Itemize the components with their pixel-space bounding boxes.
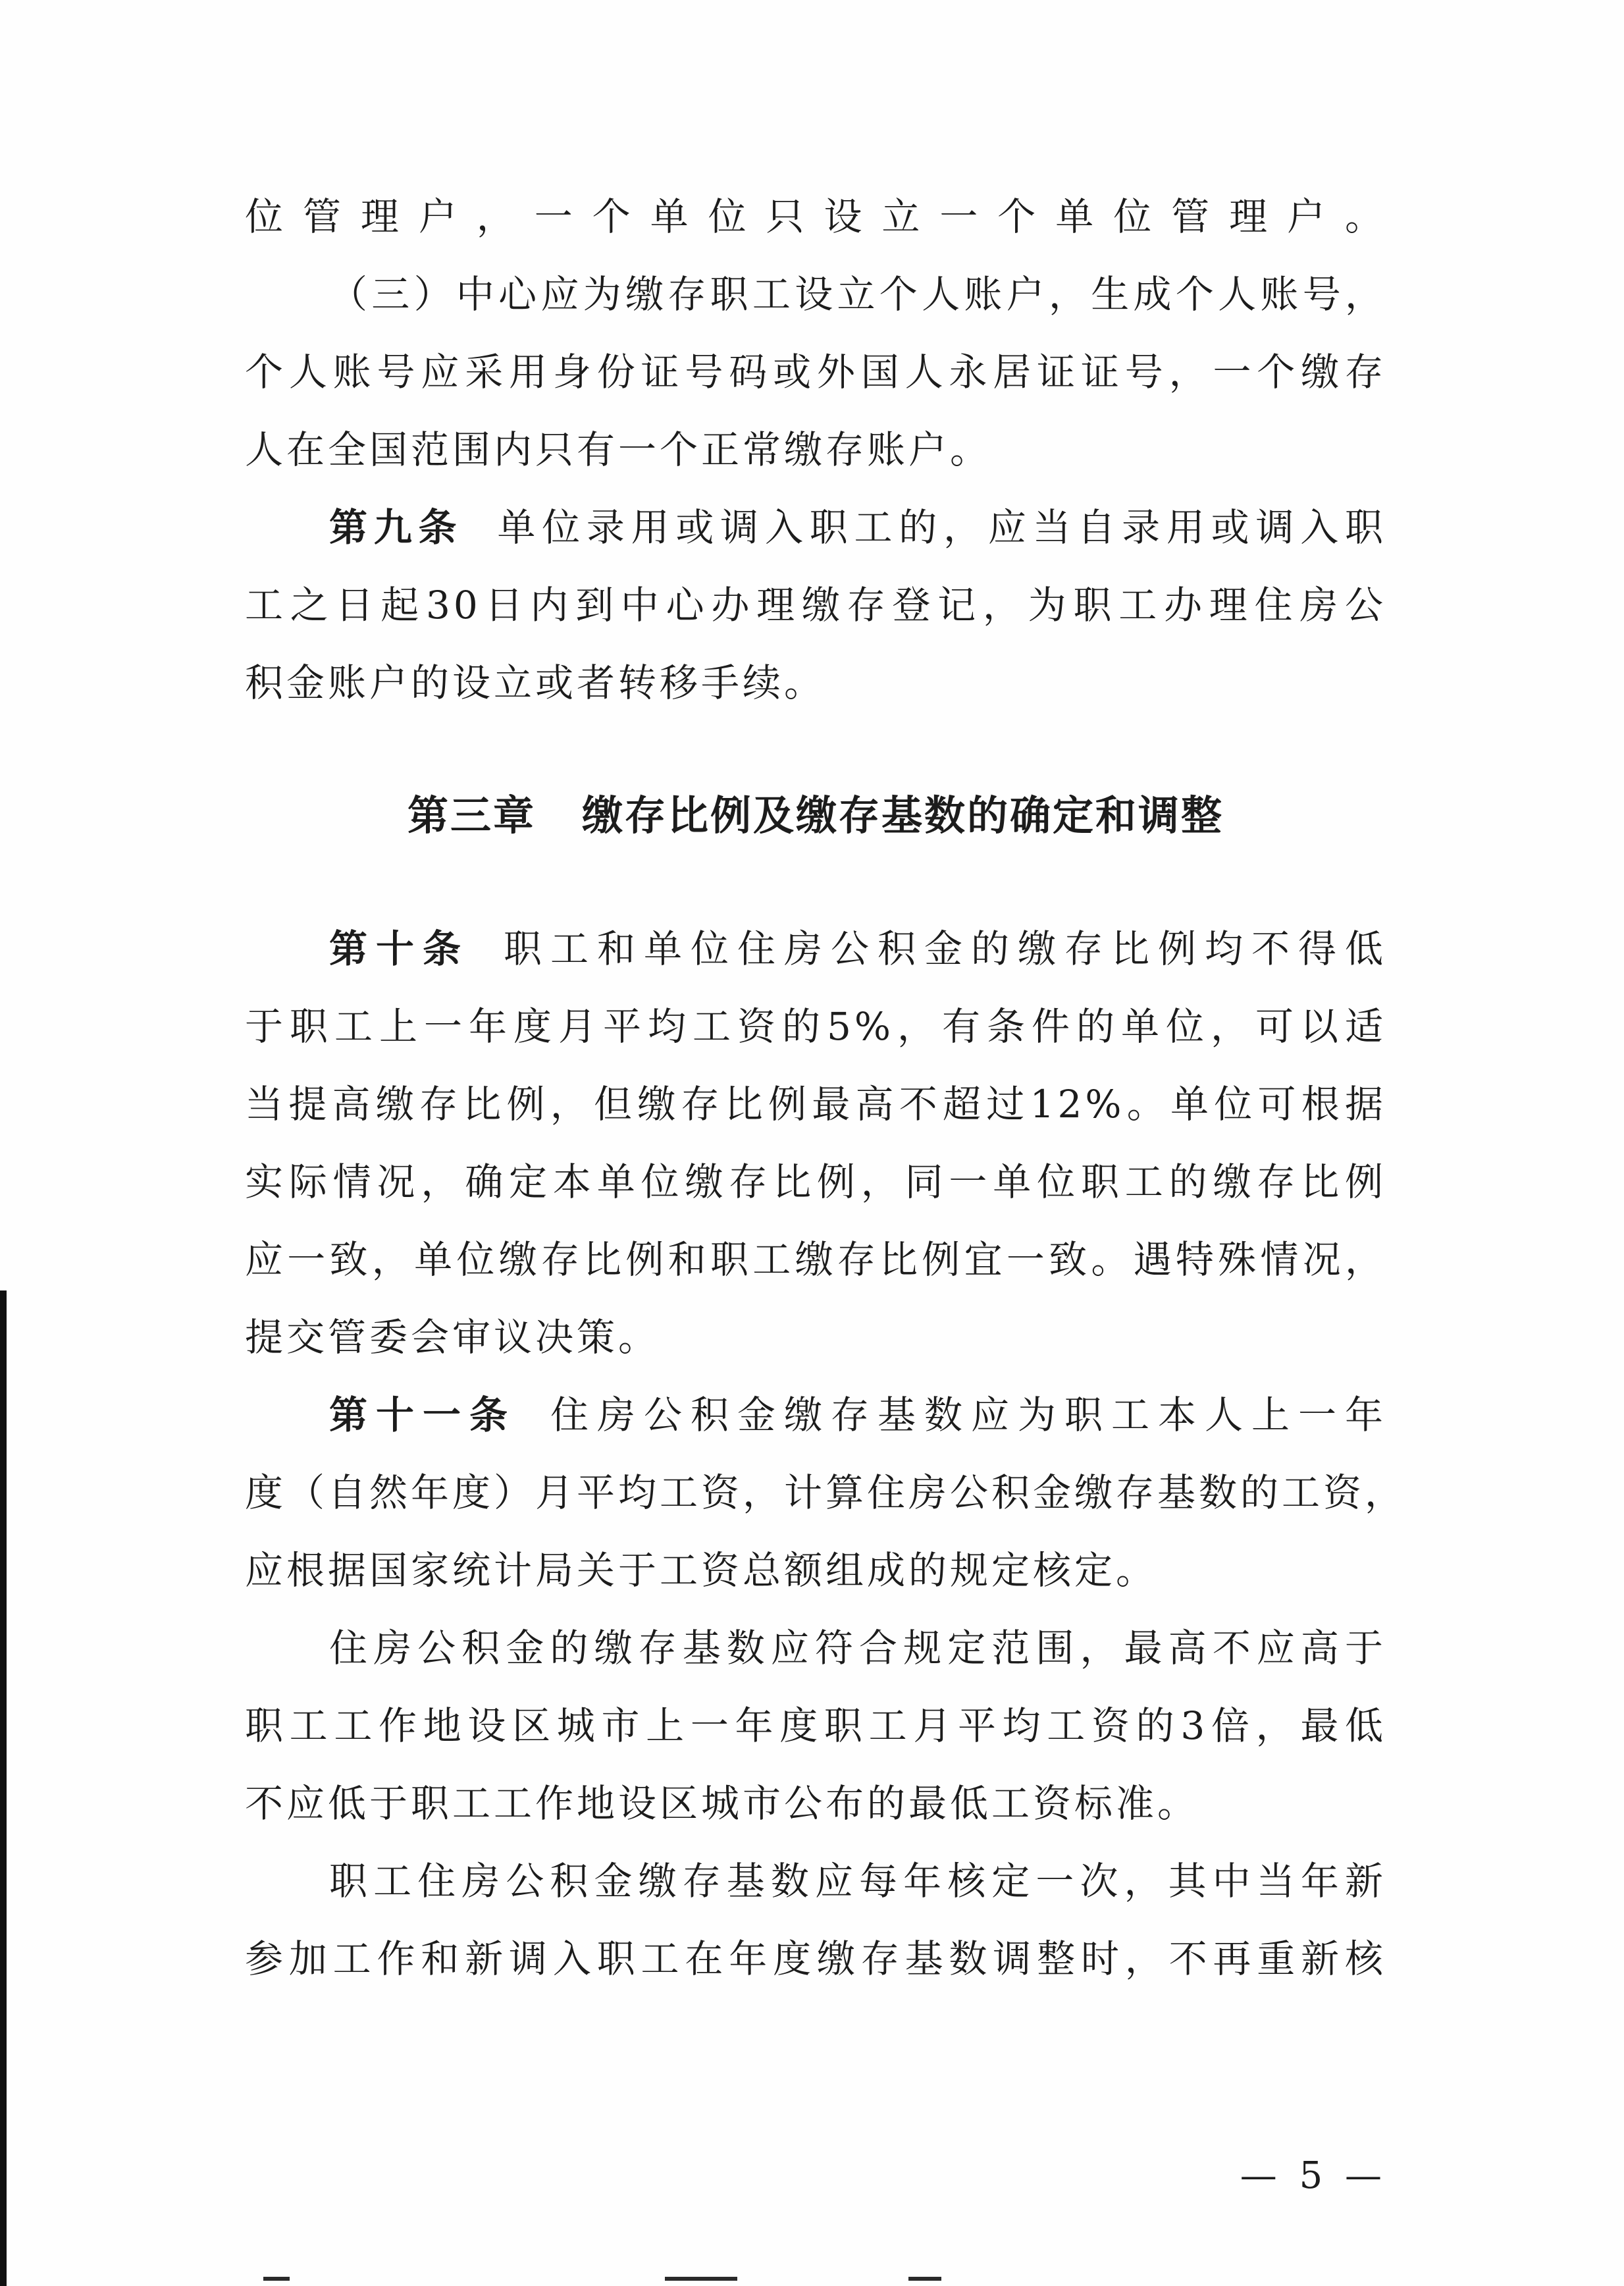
article-heading: 第十一条 <box>329 1393 516 1437</box>
bottom-scan-mark <box>908 2277 941 2281</box>
body-text <box>245 178 1407 1998</box>
chapter-number: 第三章 <box>407 791 536 839</box>
article-11-line <box>245 1376 1386 1454</box>
article-text: 职工和单位住房公积金的缴存比例均不得低 <box>504 926 1386 971</box>
text-line: 提交管委会审议决策。 <box>245 1315 660 1360</box>
bottom-scan-mark <box>665 2277 737 2281</box>
text-line: 职工住房公积金缴存基数应每年核定一次，其中当年新 <box>329 1859 1386 1903</box>
text-line: 住房公积金的缴存基数应符合规定范围，最高不应高于 <box>329 1626 1386 1670</box>
text-line: 应根据国家统计局关于工资总额组成的规定核定。 <box>245 1548 1158 1593</box>
text-line: 人在全国范围内只有一个正常缴存账户。 <box>245 427 992 472</box>
text-line: 个人账号应采用身份证号码或外国人永居证证号，一个缴存 <box>245 350 1386 394</box>
text-line: 应一致，单位缴存比例和职工缴存比例宜一致。遇特殊情况， <box>245 1237 1386 1282</box>
text-line: 位管理户，一个单位只设立一个单位管理户。 <box>245 194 1386 239</box>
text-line: 实际情况，确定本单位缴存比例，同一单位职工的缴存比例 <box>245 1159 1386 1204</box>
text-line: 度（自然年度）月平均工资，计算住房公积金缴存基数的工资， <box>245 1470 1407 1515</box>
text-line: 不应低于职工工作地设区城市公布的最低工资标准。 <box>245 1781 1199 1826</box>
text-line: 于职工上一年度月平均工资的5%，有条件的单位，可以适 <box>245 1004 1386 1049</box>
text-line: 职工工作地设区城市上一年度职工月平均工资的3倍，最低 <box>245 1703 1386 1748</box>
text-line: （三）中心应为缴存职工设立个人账户，生成个人账号， <box>329 272 1386 317</box>
text-line: 工之日起30日内到中心办理缴存登记，为职工办理住房公 <box>245 583 1386 627</box>
text-line: 当提高缴存比例，但缴存比例最高不超过12%。单位可根据 <box>245 1082 1386 1127</box>
page-number: — 5 — <box>1240 2154 1387 2197</box>
article-text: 单位录用或调入职工的，应当自录用或调入职 <box>497 505 1386 550</box>
article-9-line <box>245 489 1386 566</box>
text-line: 积金账户的设立或者转移手续。 <box>245 660 826 705</box>
article-heading: 第十条 <box>329 926 469 971</box>
article-10-line <box>245 910 1386 988</box>
chapter-heading <box>245 777 1386 855</box>
article-text: 住房公积金缴存基数应为职工本人上一年 <box>550 1393 1386 1437</box>
chapter-title: 缴存比例及缴存基数的确定和调整 <box>582 791 1224 839</box>
scan-edge-shadow <box>0 1290 7 2286</box>
article-heading: 第九条 <box>329 505 463 550</box>
bottom-scan-mark <box>263 2277 290 2281</box>
text-line: 参加工作和新调入职工在年度缴存基数调整时，不再重新核 <box>245 1936 1386 1981</box>
